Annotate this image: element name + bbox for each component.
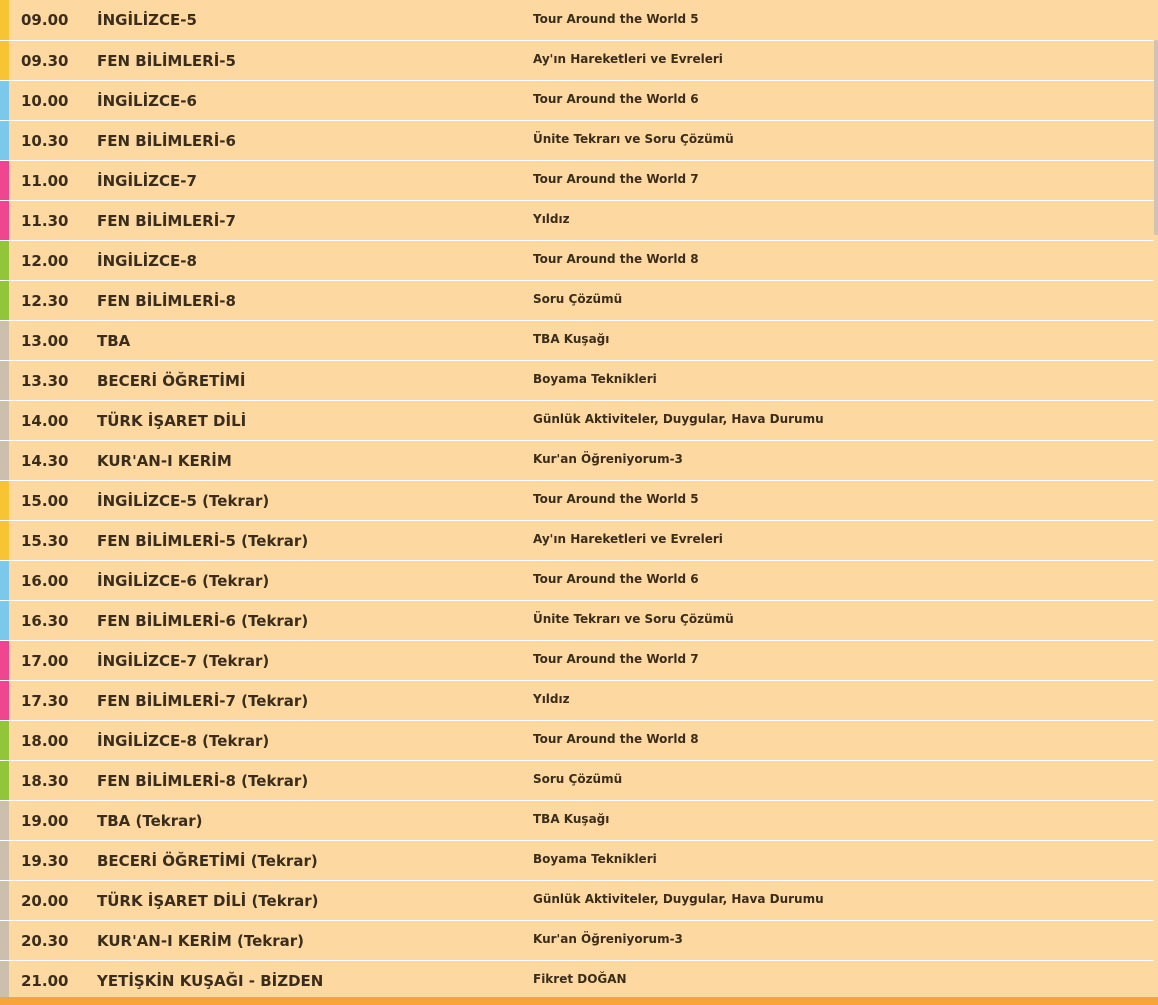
program-name: İNGİLİZCE-8 bbox=[97, 251, 197, 270]
grade-color-stripe bbox=[0, 601, 9, 640]
schedule-row bbox=[0, 841, 1154, 881]
program-name: FEN BİLİMLERİ-5 (Tekrar) bbox=[97, 531, 309, 550]
schedule-row bbox=[0, 721, 1154, 761]
grade-color-stripe bbox=[0, 801, 9, 840]
broadcast-time: 12.00 bbox=[21, 251, 69, 270]
scrollbar-track[interactable] bbox=[1154, 0, 1158, 997]
program-name: BECERİ ÖĞRETİMİ (Tekrar) bbox=[97, 851, 318, 870]
schedule-row bbox=[0, 41, 1154, 81]
broadcast-time: 10.00 bbox=[21, 91, 69, 110]
broadcast-time: 09.00 bbox=[21, 11, 69, 29]
schedule-row bbox=[0, 521, 1154, 561]
grade-color-stripe bbox=[0, 201, 9, 240]
broadcast-time: 12.30 bbox=[21, 291, 69, 310]
grade-color-stripe bbox=[0, 361, 9, 400]
schedule-row bbox=[0, 241, 1154, 281]
schedule-row bbox=[0, 281, 1154, 321]
schedule-row bbox=[0, 641, 1154, 681]
lesson-topic: Ünite Tekrarı ve Soru Çözümü bbox=[533, 612, 734, 626]
broadcast-time: 16.00 bbox=[21, 571, 69, 590]
lesson-topic: Yıldız bbox=[533, 692, 570, 706]
schedule-row bbox=[0, 0, 1154, 41]
broadcast-time: 11.30 bbox=[21, 211, 69, 230]
lesson-topic: Tour Around the World 5 bbox=[533, 492, 699, 506]
lesson-topic: Tour Around the World 6 bbox=[533, 572, 699, 586]
schedule-row bbox=[0, 561, 1154, 601]
program-name: İNGİLİZCE-5 (Tekrar) bbox=[97, 491, 270, 510]
lesson-topic: Kur'an Öğreniyorum-3 bbox=[533, 452, 683, 466]
broadcast-time: 11.00 bbox=[21, 171, 69, 190]
lesson-topic: Tour Around the World 5 bbox=[533, 11, 699, 26]
grade-color-stripe bbox=[0, 161, 9, 200]
program-name: İNGİLİZCE-7 (Tekrar) bbox=[97, 651, 270, 670]
schedule-row bbox=[0, 361, 1154, 401]
scrollbar-thumb[interactable] bbox=[1154, 40, 1158, 235]
broadcast-time: 15.30 bbox=[21, 531, 69, 550]
grade-color-stripe bbox=[0, 841, 9, 880]
program-name: TÜRK İŞARET DİLİ bbox=[97, 411, 247, 430]
lesson-topic: Tour Around the World 6 bbox=[533, 92, 699, 106]
lesson-topic: TBA Kuşağı bbox=[533, 812, 610, 826]
schedule-row bbox=[0, 441, 1154, 481]
program-name: İNGİLİZCE-7 bbox=[97, 171, 197, 190]
broadcast-time: 16.30 bbox=[21, 611, 69, 630]
schedule-row bbox=[0, 761, 1154, 801]
grade-color-stripe bbox=[0, 401, 9, 440]
program-name: FEN BİLİMLERİ-6 (Tekrar) bbox=[97, 611, 309, 630]
grade-color-stripe bbox=[0, 561, 9, 600]
grade-color-stripe bbox=[0, 721, 9, 760]
broadcast-time: 13.00 bbox=[21, 331, 69, 350]
broadcast-time: 13.30 bbox=[21, 371, 69, 390]
program-name: FEN BİLİMLERİ-8 (Tekrar) bbox=[97, 771, 309, 790]
broadcast-time: 14.30 bbox=[21, 451, 69, 470]
schedule-row bbox=[0, 161, 1154, 201]
lesson-topic: Ünite Tekrarı ve Soru Çözümü bbox=[533, 132, 734, 146]
program-name: FEN BİLİMLERİ-5 bbox=[97, 51, 236, 70]
lesson-topic: TBA Kuşağı bbox=[533, 332, 610, 346]
grade-color-stripe bbox=[0, 321, 9, 360]
schedule-row bbox=[0, 801, 1154, 841]
grade-color-stripe bbox=[0, 81, 9, 120]
lesson-topic: Tour Around the World 7 bbox=[533, 652, 699, 666]
broadcast-time: 20.00 bbox=[21, 891, 69, 910]
lesson-topic: Fikret DOĞAN bbox=[533, 972, 627, 986]
lesson-topic: Kur'an Öğreniyorum-3 bbox=[533, 932, 683, 946]
broadcast-time: 10.30 bbox=[21, 131, 69, 150]
broadcast-time: 20.30 bbox=[21, 931, 69, 950]
lesson-topic: Boyama Teknikleri bbox=[533, 852, 657, 866]
broadcast-time: 09.30 bbox=[21, 51, 69, 70]
program-name: TÜRK İŞARET DİLİ (Tekrar) bbox=[97, 891, 319, 910]
program-name: İNGİLİZCE-5 bbox=[97, 11, 197, 29]
schedule-row bbox=[0, 681, 1154, 721]
broadcast-time: 18.00 bbox=[21, 731, 69, 750]
program-name: YETİŞKİN KUŞAĞI - BİZDEN bbox=[97, 971, 324, 990]
lesson-topic: Yıldız bbox=[533, 212, 570, 226]
lesson-topic: Boyama Teknikleri bbox=[533, 372, 657, 386]
schedule-row bbox=[0, 961, 1154, 997]
grade-color-stripe bbox=[0, 521, 9, 560]
schedule-row bbox=[0, 321, 1154, 361]
schedule-row bbox=[0, 201, 1154, 241]
schedule-row bbox=[0, 401, 1154, 441]
grade-color-stripe bbox=[0, 41, 9, 80]
grade-color-stripe bbox=[0, 121, 9, 160]
schedule-row bbox=[0, 481, 1154, 521]
broadcast-time: 19.00 bbox=[21, 811, 69, 830]
program-name: FEN BİLİMLERİ-7 (Tekrar) bbox=[97, 691, 309, 710]
schedule-row bbox=[0, 121, 1154, 161]
schedule-row bbox=[0, 881, 1154, 921]
broadcast-time: 17.30 bbox=[21, 691, 69, 710]
lesson-topic: Soru Çözümü bbox=[533, 772, 623, 786]
program-name: İNGİLİZCE-6 bbox=[97, 91, 197, 110]
program-name: BECERİ ÖĞRETİMİ bbox=[97, 371, 246, 390]
program-name: FEN BİLİMLERİ-7 bbox=[97, 211, 236, 230]
program-name: FEN BİLİMLERİ-8 bbox=[97, 291, 236, 310]
grade-color-stripe bbox=[0, 441, 9, 480]
program-name: İNGİLİZCE-6 (Tekrar) bbox=[97, 571, 270, 590]
lesson-topic: Tour Around the World 7 bbox=[533, 172, 699, 186]
broadcast-time: 17.00 bbox=[21, 651, 69, 670]
bottom-bar bbox=[0, 997, 1158, 1005]
grade-color-stripe bbox=[0, 0, 9, 40]
program-name: FEN BİLİMLERİ-6 bbox=[97, 131, 236, 150]
lesson-topic: Günlük Aktiviteler, Duygular, Hava Durumu bbox=[533, 412, 824, 426]
lesson-topic: Tour Around the World 8 bbox=[533, 732, 699, 746]
broadcast-time: 15.00 bbox=[21, 491, 69, 510]
schedule-row bbox=[0, 921, 1154, 961]
lesson-topic: Ay'ın Hareketleri ve Evreleri bbox=[533, 532, 723, 546]
program-name: KUR'AN-I KERİM bbox=[97, 451, 232, 470]
broadcast-time: 19.30 bbox=[21, 851, 69, 870]
program-name: KUR'AN-I KERİM (Tekrar) bbox=[97, 931, 305, 950]
grade-color-stripe bbox=[0, 881, 9, 920]
lesson-topic: Günlük Aktiviteler, Duygular, Hava Durumu bbox=[533, 892, 824, 906]
grade-color-stripe bbox=[0, 241, 9, 280]
lesson-topic: Ay'ın Hareketleri ve Evreleri bbox=[533, 52, 723, 66]
grade-color-stripe bbox=[0, 641, 9, 680]
broadcast-time: 21.00 bbox=[21, 971, 69, 990]
grade-color-stripe bbox=[0, 961, 9, 997]
grade-color-stripe bbox=[0, 761, 9, 800]
broadcast-time: 18.30 bbox=[21, 771, 69, 790]
grade-color-stripe bbox=[0, 681, 9, 720]
lesson-topic: Tour Around the World 8 bbox=[533, 252, 699, 266]
grade-color-stripe bbox=[0, 921, 9, 960]
program-name: TBA (Tekrar) bbox=[97, 811, 203, 830]
grade-color-stripe bbox=[0, 281, 9, 320]
program-name: TBA bbox=[97, 331, 131, 350]
broadcast-time: 14.00 bbox=[21, 411, 69, 430]
lesson-topic: Soru Çözümü bbox=[533, 292, 623, 306]
schedule-row bbox=[0, 81, 1154, 121]
grade-color-stripe bbox=[0, 481, 9, 520]
program-name: İNGİLİZCE-8 (Tekrar) bbox=[97, 731, 270, 750]
schedule-row bbox=[0, 601, 1154, 641]
